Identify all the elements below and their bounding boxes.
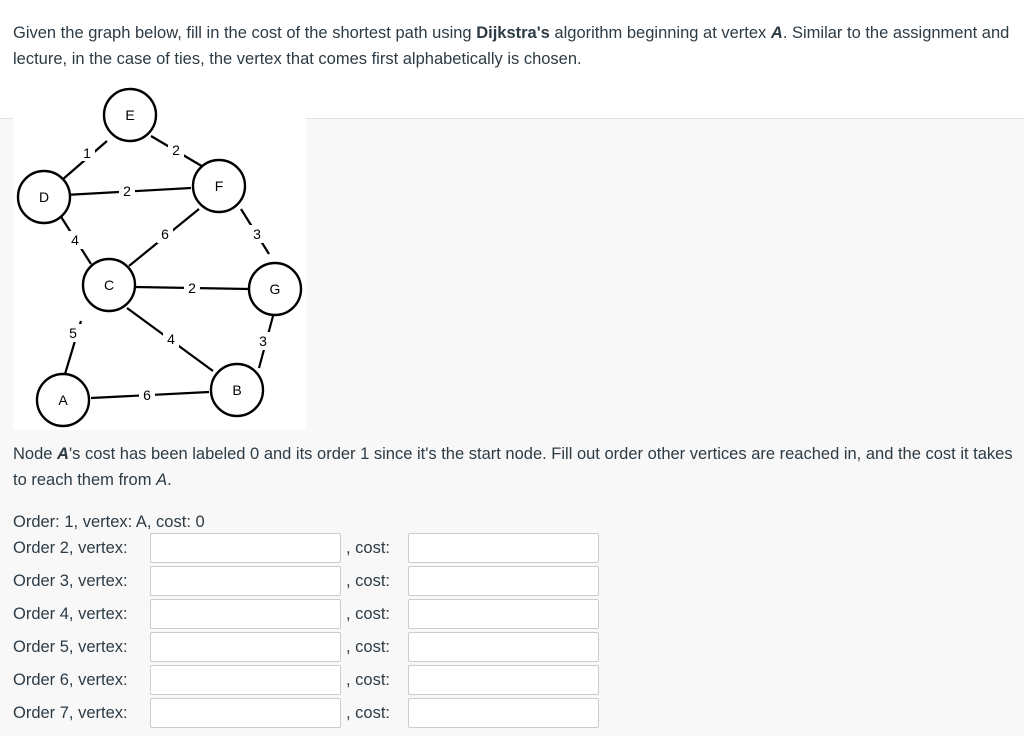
svg-text:E: E bbox=[125, 107, 135, 123]
svg-text:F: F bbox=[214, 178, 224, 194]
svg-text:A: A bbox=[58, 392, 68, 408]
order-4-cost-label: , cost: bbox=[346, 605, 391, 623]
instructions-node: A bbox=[57, 445, 69, 463]
svg-text:D: D bbox=[38, 189, 50, 205]
node-g bbox=[249, 263, 301, 315]
edge-a-b-weight: 6 bbox=[143, 387, 151, 403]
order-5-label: Order 5, vertex: bbox=[13, 638, 128, 656]
question-text bbox=[13, 20, 1013, 72]
order-4-vertex-input[interactable] bbox=[150, 599, 341, 629]
order-2-label: Order 2, vertex: bbox=[13, 539, 128, 557]
svg-text:G: G bbox=[269, 281, 281, 297]
order-2-vertex-input[interactable] bbox=[150, 533, 341, 563]
edge-d-c-weight: 4 bbox=[71, 232, 79, 248]
edge-d-e-weight: 1 bbox=[83, 145, 91, 161]
node-b bbox=[211, 364, 263, 416]
instructions-text: Node A's cost has been labeled 0 and its order 1 since it's the start node. Fill out order other vertices are reached in, and the cost it takes to reach them from A. bbox=[13, 445, 1013, 489]
order-1-text: Order: 1, vertex: A, cost: 0 bbox=[13, 513, 205, 531]
order-3-cost-input[interactable] bbox=[408, 566, 599, 596]
edge-e-f bbox=[151, 136, 205, 168]
edge-f-g bbox=[241, 209, 269, 254]
edge-a-b bbox=[91, 386, 209, 404]
edge-d-f-weight: 2 bbox=[123, 183, 131, 199]
order-6-cost-label: , cost: bbox=[346, 671, 391, 689]
edge-d-f bbox=[65, 182, 191, 200]
order-2-cost-label: , cost: bbox=[346, 539, 391, 557]
question-part3: . Similar to the assignment and lecture, in the case of ties, the vertex that comes first alphabetically is chosen. bbox=[13, 24, 1010, 68]
svg-text:B: B bbox=[232, 382, 242, 398]
edge-g-b bbox=[255, 316, 273, 368]
svg-text:C: C bbox=[103, 277, 115, 293]
instructions-node-end: A bbox=[156, 471, 168, 489]
order-4-cost-input[interactable] bbox=[408, 599, 599, 629]
order-2-cost-input[interactable] bbox=[408, 533, 599, 563]
order-6-label: Order 6, vertex: bbox=[13, 671, 128, 689]
node-d bbox=[18, 171, 70, 223]
edge-c-f-weight: 6 bbox=[161, 226, 169, 242]
edge-g-b-weight: 3 bbox=[259, 333, 267, 349]
node-a bbox=[37, 374, 89, 426]
order-5-cost-input[interactable] bbox=[408, 632, 599, 662]
edge-d-c bbox=[58, 212, 91, 264]
graph-svg bbox=[13, 86, 306, 430]
order-7-label: Order 7, vertex: bbox=[13, 704, 128, 722]
edge-c-g-weight: 2 bbox=[188, 280, 196, 296]
order-5-cost-label: , cost: bbox=[346, 638, 391, 656]
question-part2: algorithm beginning at vertex bbox=[549, 24, 771, 42]
order-4-label: Order 4, vertex: bbox=[13, 605, 128, 623]
start-vertex: A bbox=[770, 24, 783, 42]
order-7-cost-input[interactable] bbox=[408, 698, 599, 728]
order-6-cost-input[interactable] bbox=[408, 665, 599, 695]
question-part1: Given the graph below, fill in the cost of the shortest path using bbox=[13, 24, 477, 42]
node-e bbox=[104, 89, 156, 141]
edge-c-b bbox=[127, 308, 213, 371]
node-f bbox=[193, 160, 245, 212]
order-3-vertex-input[interactable] bbox=[150, 566, 341, 596]
algorithm-name: Dijkstra's bbox=[476, 24, 550, 42]
order-3-cost-label: , cost: bbox=[346, 572, 391, 590]
edge-e-f-weight: 2 bbox=[172, 142, 180, 158]
order-6-vertex-input[interactable] bbox=[150, 665, 341, 695]
edge-c-b-weight: 4 bbox=[167, 331, 175, 347]
edge-a-c-weight: 5 bbox=[69, 325, 77, 341]
order-3-label: Order 3, vertex: bbox=[13, 572, 128, 590]
edge-f-g-weight: 3 bbox=[253, 226, 261, 242]
edge-c-g bbox=[135, 279, 249, 297]
edge-c-f bbox=[129, 209, 199, 266]
order-7-vertex-input[interactable] bbox=[150, 698, 341, 728]
edge-a-c bbox=[65, 321, 81, 374]
order-7-cost-label: , cost: bbox=[346, 704, 391, 722]
node-c bbox=[83, 259, 135, 311]
order-5-vertex-input[interactable] bbox=[150, 632, 341, 662]
graph-image bbox=[13, 86, 306, 430]
